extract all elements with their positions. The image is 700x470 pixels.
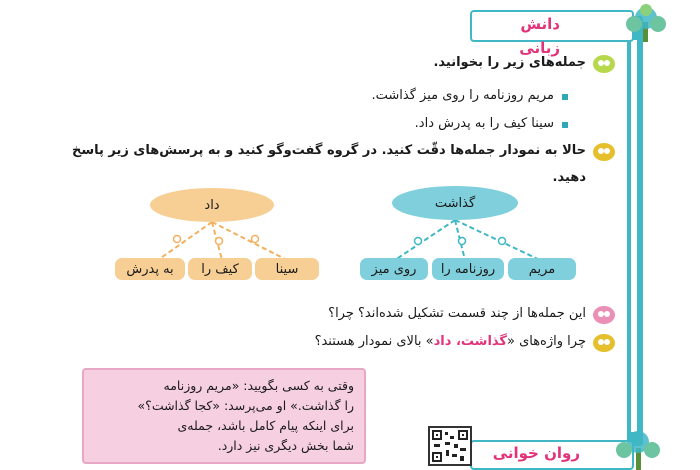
- note-line: برای اینکه پیام کامل باشد، جمله‌ی: [177, 418, 354, 433]
- question-2: [200, 334, 586, 349]
- verb-node-gozasht: گذاشت: [392, 186, 518, 220]
- q2-prefix: چرا واژه‌های «: [506, 334, 586, 349]
- part-node: کیف را: [188, 258, 252, 280]
- instruction-read: جمله‌های زیر را بخوانید.: [433, 55, 586, 70]
- note-line: را گذاشت.» او می‌پرسد: «کجا گذاشت؟»: [137, 398, 354, 413]
- part-node: به پدرش: [115, 258, 185, 280]
- instruction-diagram-2: دهید.: [552, 170, 586, 185]
- sentence-2: سینا کیف را به پدرش داد.: [414, 116, 554, 131]
- q2-suffix: » بالای نمودار هستند؟: [314, 334, 434, 349]
- part-node: سینا: [255, 258, 319, 280]
- instruction-diagram-1: حالا به نمودار جمله‌ها دقّت کنید. در گروه گفت‌وگو کنید و به پرسش‌های زیر پاسخ: [71, 143, 586, 158]
- verb-node-dad: داد: [150, 188, 274, 222]
- sentence-1: مریم روزنامه را روی میز گذاشت.: [371, 88, 554, 103]
- question-icon: [592, 305, 616, 325]
- footer-title: روان خوانی: [492, 444, 580, 462]
- q2-highlight: گذاشت، داد: [433, 334, 507, 349]
- question-1: این جمله‌ها از چند قسمت تشکیل شده‌اند؟ چرا؟: [328, 306, 586, 321]
- part-node: روی میز: [360, 258, 428, 280]
- note-line: شما بخش دیگری نیز دارد.: [217, 438, 354, 453]
- note-text: [92, 376, 354, 456]
- qr-code-icon[interactable]: [428, 426, 472, 466]
- tree-icon: [608, 428, 668, 470]
- note-line: وقتی به کسی بگویید: «مریم روزنامه: [163, 378, 354, 393]
- question-icon: [592, 333, 616, 353]
- part-node: مریم: [508, 258, 576, 280]
- section-title: دانش زبانی: [519, 15, 560, 57]
- part-node: روزنامه را: [432, 258, 504, 280]
